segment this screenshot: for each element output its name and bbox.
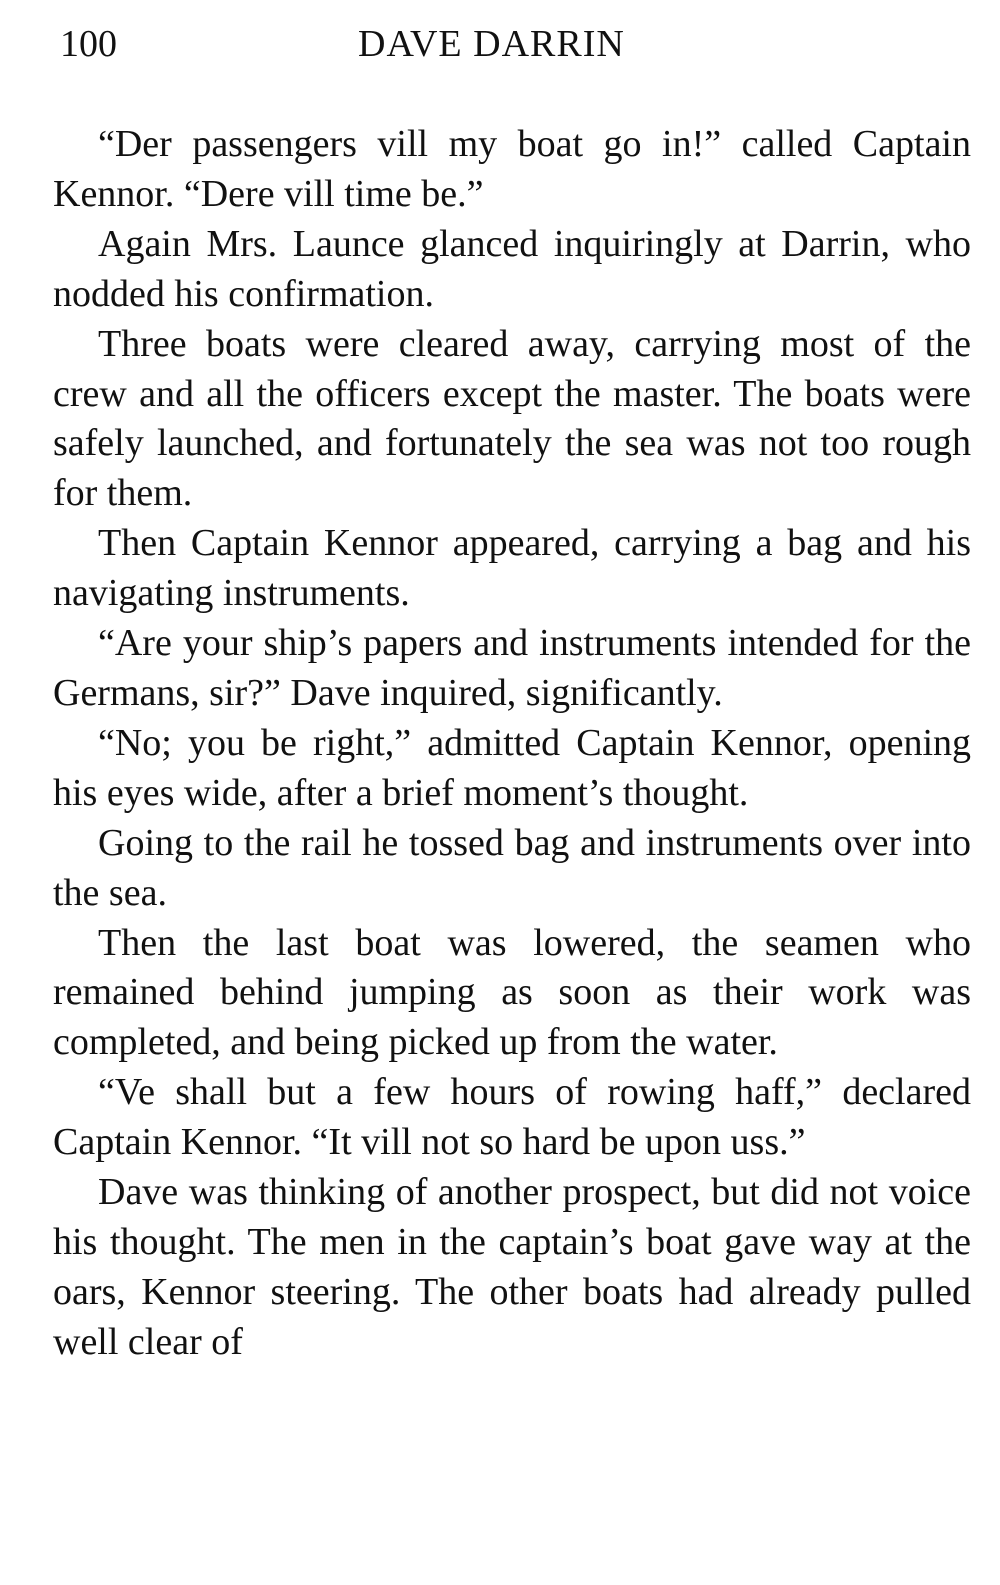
body-text	[53, 120, 971, 1368]
paragraph: Again Mrs. Launce glanced inquiringly at Darrin, who nodded his confirmation.	[53, 222, 971, 315]
running-head	[60, 18, 970, 70]
page-number: 100	[60, 23, 117, 65]
paragraph: “Are your ship’s papers and instruments intended for the Germans, sir?” Dave inquired, significantly.	[53, 622, 971, 714]
paragraph: Then Captain Kennor appeared, carrying a bag and his navigating instruments.	[53, 522, 971, 615]
paragraph: Dave was thinking of another prospect, but did not voice his thought. The men in the captain’s boat gave way at the oars, Kennor steering. The other boats had already pulled well clear of	[53, 1171, 971, 1363]
paragraph: “Ve shall but a few hours of rowing haff,” declared Captain Kennor. “It vill not so hard be upon uss.”	[53, 1071, 971, 1164]
paragraph: Then the last boat was lowered, the seamen who remained behind jumping as soon as their work was completed, and being picked up from the water.	[53, 921, 971, 1064]
running-title: DAVE DARRIN	[358, 23, 625, 65]
paragraph: Going to the rail he tossed bag and instruments over into the sea.	[53, 821, 971, 914]
paragraph: “Der passengers vill my boat go in!” called Captain Kennor. “Dere vill time be.”	[53, 123, 971, 215]
paragraph: “No; you be right,” admitted Captain Kennor, opening his eyes wide, after a brief moment’s thought.	[53, 721, 971, 814]
paragraph: Three boats were cleared away, carrying most of the crew and all the officers except the master. The boats were safely launched, and fortunately the sea was not too rough for them.	[53, 322, 971, 515]
